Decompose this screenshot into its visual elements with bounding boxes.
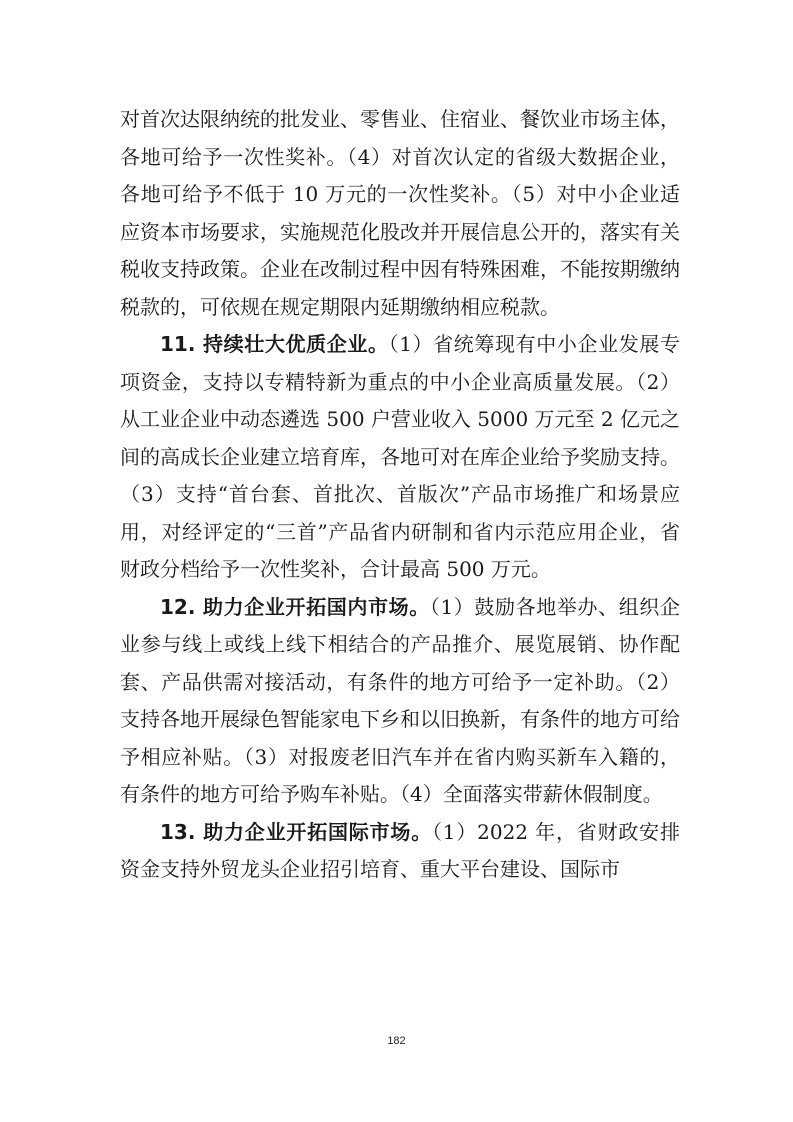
body-text [120,101,680,889]
paragraph-12 [120,589,680,814]
paragraph-text: （1）2022 年，省财政安排资金支持外贸龙头企业招引培育、重大平台建设、国际市 [120,819,680,881]
paragraph-text: （1）鼓励各地举办、组织企业参与线上或线上线下相结合的产品推介、展览展销、协作配套、产品供需对接活动，有条件的地方可给予一定补助。（2）支持各地开展绿色智能家电下乡和以旧换新，有条件的地方可给予相应补贴。（3）对报废老旧汽车并在省内购买新车入籍的，有条件的地方可给予购车补贴。（4）全面落实带薪休假制度。 [120,594,680,806]
paragraph-continued [120,101,680,326]
paragraph-heading: 13. 助力企业开拓国际市场。 [160,819,432,844]
paragraph-heading: 11. 持续壮大优质企业。 [160,332,389,356]
paragraph-13 [120,814,680,889]
page-number: 182 [387,1035,406,1047]
paragraph-text: 对首次达限纳统的批发业、零售业、住宿业、餐饮业市场主体，各地可给予一次性奖补。（4）对首次认定的省级大数据企业，各地可给予不低于 10 万元的一次性奖补。（5）对中小企业适应资本市场要求，实施规范化股改并开展信息公开的，落实有关税收支持政策。企业在改制过程中因有特殊困难，不能按期缴纳税款的，可依规在规定期限内延期缴纳相应税款。 [120,107,680,319]
paragraph-heading: 12. 助力企业开拓国内市场。 [160,594,430,619]
paragraph-11 [120,326,680,589]
paragraph-text: （1）省统筹现有中小企业发展专项资金，支持以专精特新为重点的中小企业高质量发展。（2）从工业企业中动态遴选 500 户营业收入 5000 万元至 2 亿元之间的高成长企业建立培育库，各地可对在库企业给予奖励支持。（3）支持“首台套、首批次、首版次”产品市场推广和场景应用，对经评定的“三首”产品省内研制和省内示范应用企业，省财政分档给予一次性奖补，合计最高 500 万元。 [120,332,680,581]
